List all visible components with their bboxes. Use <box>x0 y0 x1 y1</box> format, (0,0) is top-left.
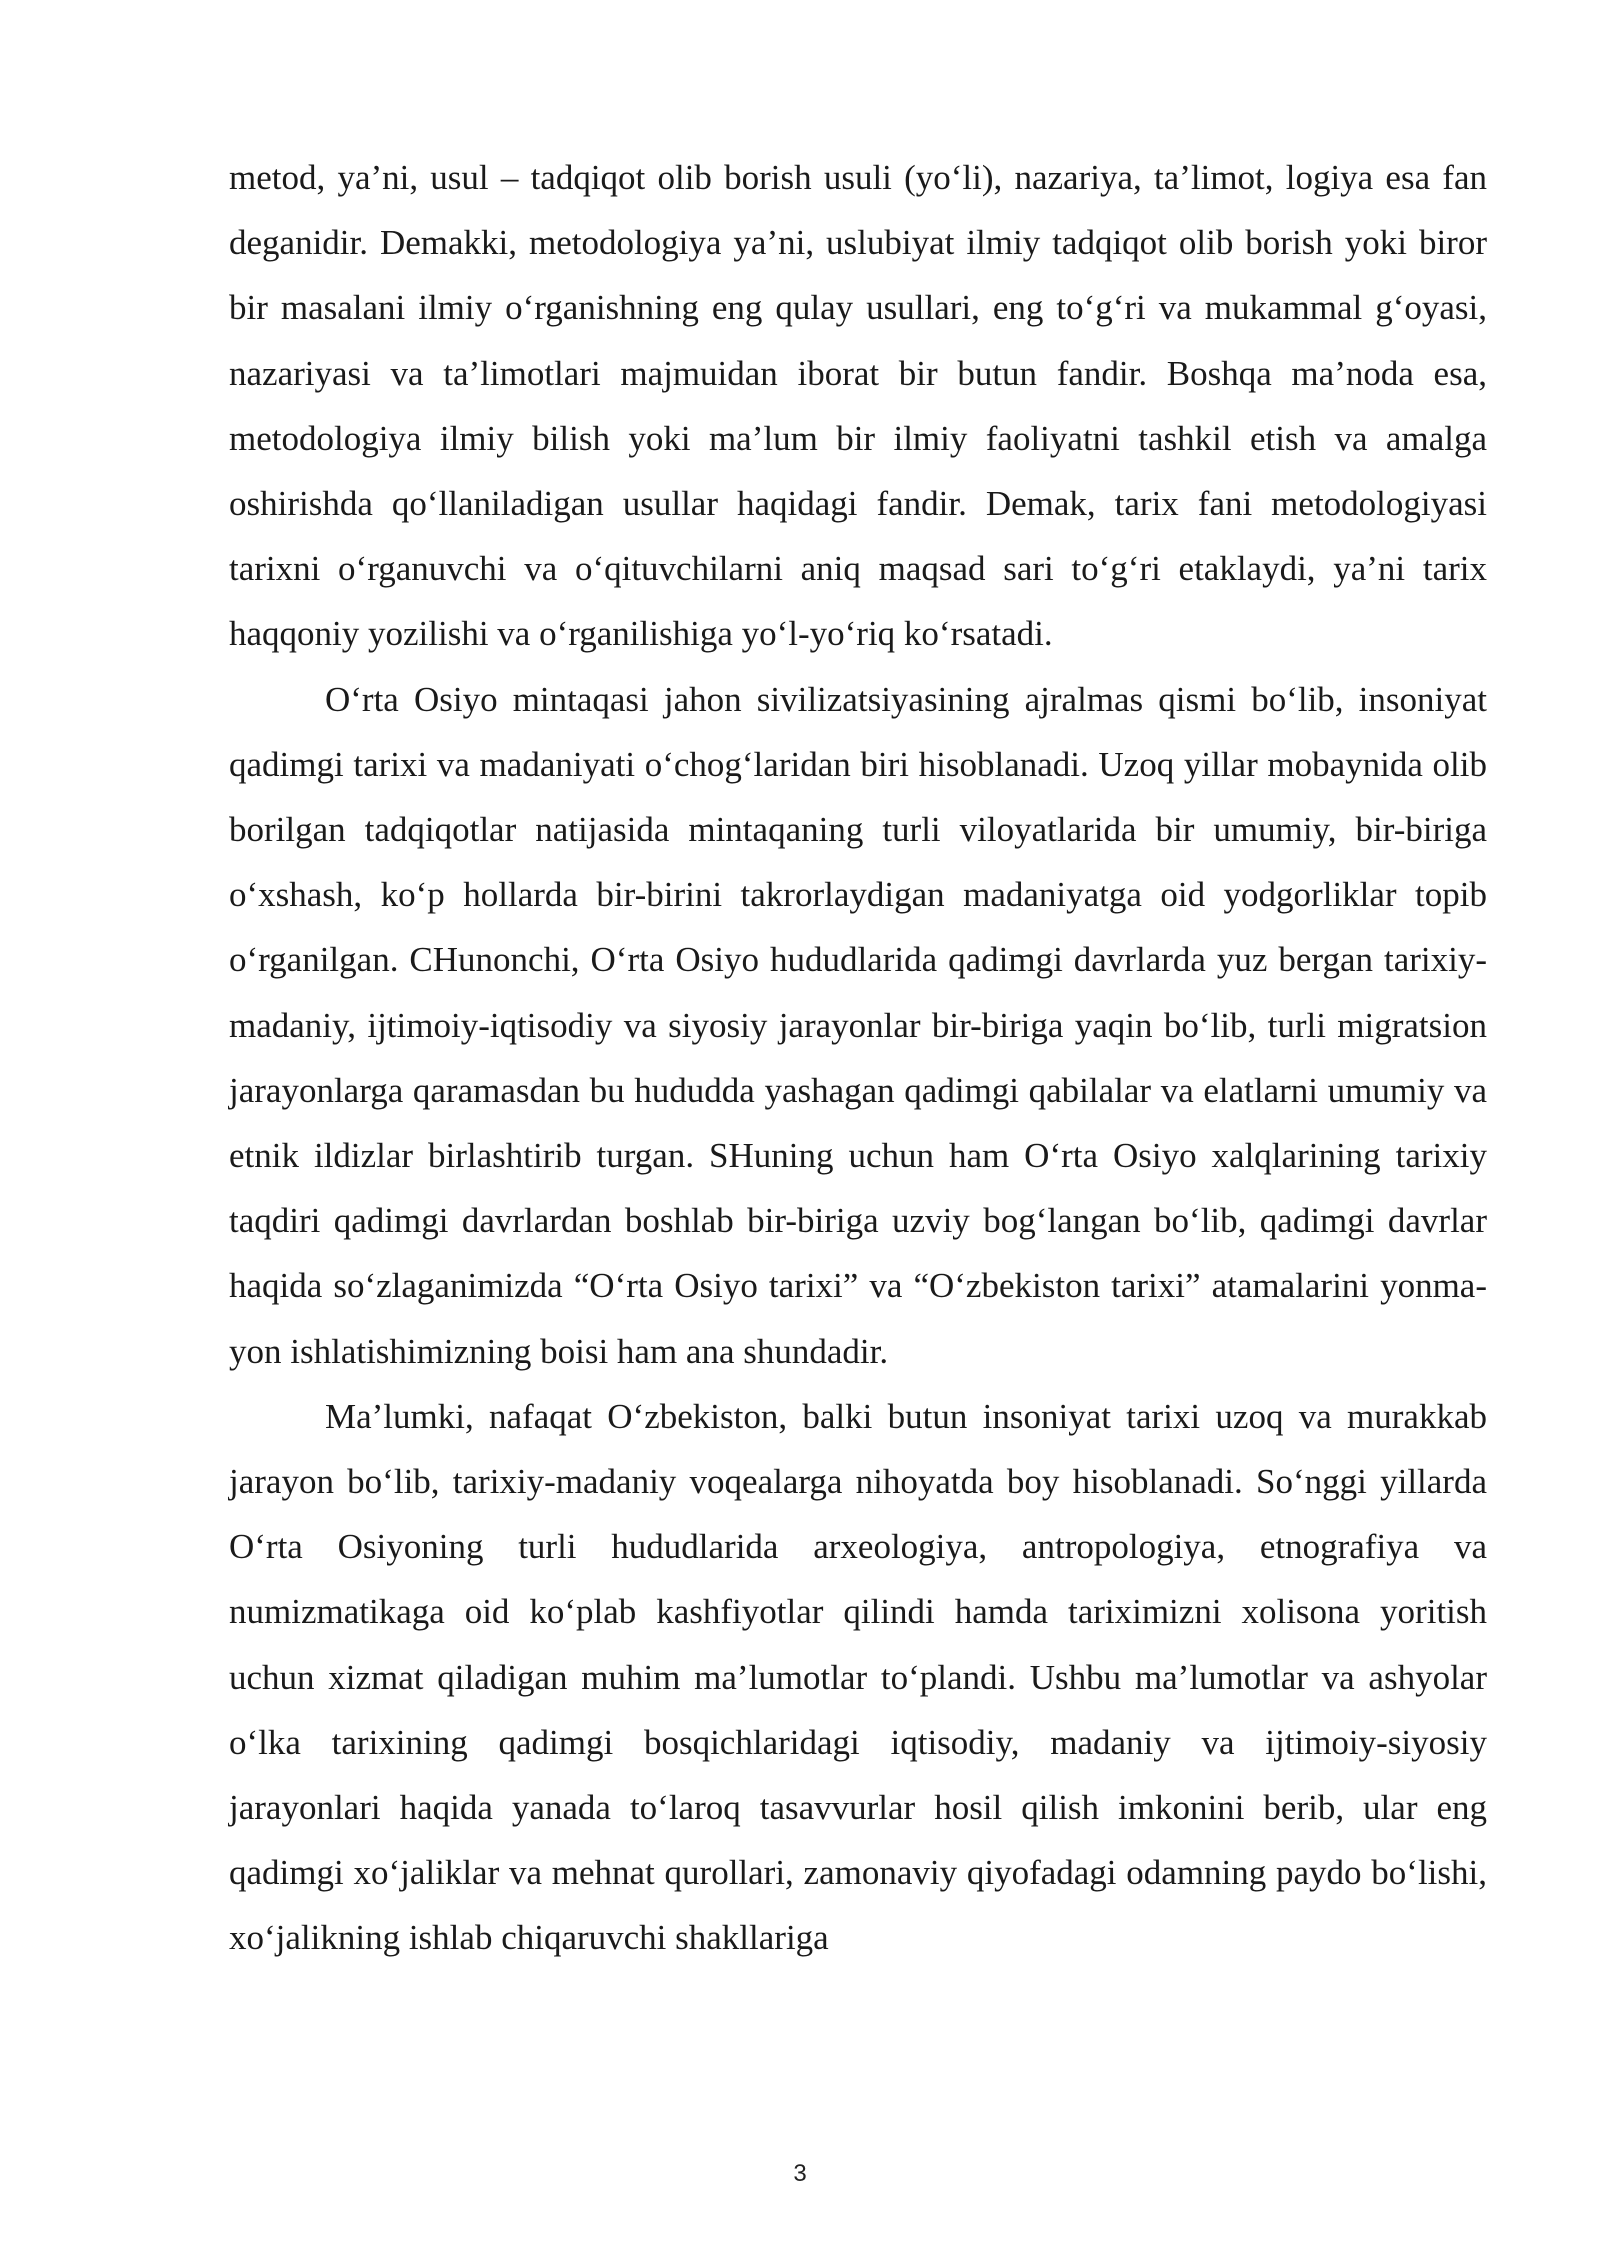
paragraph-2: O‘rta Osiyo mintaqasi jahon sivilizatsiyasining ajralmas qismi bo‘lib, insoniyat qadimgi tarixi va madaniyati o‘chog‘laridan biri hisoblanadi. Uzoq yillar mobaynida olib borilgan tadqiqotlar natijasida mintaqaning turli viloyatlarida bir umumiy, bir-biriga o‘xshash, ko‘p hollarda bir-birini takrorlaydigan madaniyatga oid yodgorliklar topib o‘rganilgan. CHunonchi, O‘rta Osiyo hududlarida qadimgi davrlarda yuz bergan tarixiy-madaniy, ijtimoiy-iqtisodiy va siyosiy jarayonlar bir-biriga yaqin bo‘lib, turli migratsion jarayonlarga qaramasdan bu hududda yashagan qadimgi qabilalar va elatlarni umumiy va etnik ildizlar birlashtirib turgan. SHuning uchun ham O‘rta Osiyo xalqlarining tarixiy taqdiri qadimgi davrlardan boshlab bir-biriga uzviy bog‘langan bo‘lib, qadimgi davrlar haqida so‘zlaganimizda “O‘rta Osiyo tarixi” va “O‘zbekiston tarixi” atamalarini yonma-yon ishlatishimizning boisi ham ana shundadir. <box>229 679 1487 1371</box>
paragraph-1: metod, ya’ni, usul – tadqiqot olib borish usuli (yo‘li), nazariya, ta’limot, logiya esa fan deganidir. Demakki, metodologiya ya’ni, uslubiyat ilmiy tadqiqot olib borish yoki biror bir masalani ilmiy o‘rganishning eng qulay usullari, eng to‘g‘ri va mukammal g‘oyasi, nazariyasi va ta’limotlari majmuidan iborat bir butun fandir. Boshqa ma’noda esa, metodologiya ilmiy bilish yoki ma’lum bir ilmiy faoliyatni tashkil etish va amalga oshirishda qo‘llaniladigan usullar haqidagi fandir. Demak, tarix fani metodologiyasi tarixni o‘rganuvchi va o‘qituvchilarni aniq maqsad sari to‘g‘ri etaklaydi, ya’ni tarix haqqoniy yozilishi va o‘rganilishiga yo‘l-yo‘riq ko‘rsatadi. <box>229 158 1487 654</box>
paragraph-3: Ma’lumki, nafaqat O‘zbekiston, balki butun insoniyat tarixi uzoq va murakkab jarayon bo‘lib, tarixiy-madaniy voqealarga nihoyatda boy hisoblanadi. So‘nggi yillarda O‘rta Osiyoning turli hududlarida arxeologiya, antropologiya, etnografiya va numizmatikaga oid ko‘plab kashfiyotlar qilindi hamda tariximizni xolisona yoritish uchun xizmat qiladigan muhim ma’lumotlar to‘plandi. Ushbu ma’lumotlar va ashyolar o‘lka tarixining qadimgi bosqichlaridagi iqtisodiy, madaniy va ijtimoiy-siyosiy jarayonlari haqida yanada to‘laroq tasavvurlar hosil qilish imkonini berib, ular eng qadimgi xo‘jaliklar va mehnat qurollari, zamonaviy qiyofadagi odamning paydo bo‘lishi, xo‘jalikning ishlab chiqaruvchi shakllariga <box>229 1396 1487 1958</box>
page-number: 3 <box>793 2160 807 2187</box>
page-body-text <box>229 145 1487 1971</box>
